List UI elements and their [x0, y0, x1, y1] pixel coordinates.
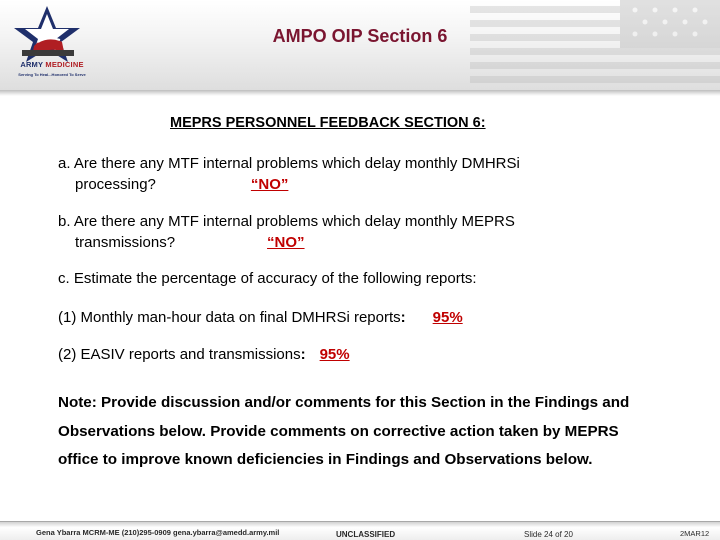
- report-1-value: 95%: [432, 309, 463, 326]
- report-2-value: 95%: [319, 346, 350, 363]
- header-shadow: [0, 90, 720, 96]
- question-a-continuation: processing? “NO”: [75, 176, 289, 193]
- question-b-continuation: transmissions? “NO”: [75, 234, 305, 251]
- army-medicine-logo: [4, 2, 90, 82]
- army-star-icon: [4, 2, 90, 62]
- question-a: [58, 153, 520, 195]
- report-1: (1) Monthly man-hour data on final DMHRSi reports: 95%: [58, 309, 463, 326]
- logo-wordmark: ARMY MEDICINE: [20, 60, 84, 69]
- question-b-answer: “NO”: [267, 234, 305, 251]
- note-paragraph: Note: Provide discussion and/or comments for this Section in the Findings and Observations below. Provide comments on corrective action taken by MEPRS office to improve known deficiencies in Findings and Observations below.: [58, 394, 630, 468]
- section-heading: MEPRS PERSONNEL FEEDBACK SECTION 6:: [170, 115, 486, 131]
- question-a-text: a. Are there any MTF internal problems which delay monthly DMHRSi: [58, 155, 520, 172]
- question-b-text: b. Are there any MTF internal problems which delay monthly MEPRS: [58, 213, 515, 230]
- logo-tagline: Serving To Heal...Honored To Serve: [18, 72, 86, 77]
- footer-classification: UNCLASSIFIED: [336, 530, 396, 539]
- slide-title: AMPO OIP Section 6: [272, 26, 448, 46]
- report-2: (2) EASIV reports and transmissions: 95%: [58, 346, 350, 363]
- footer-date: 2MAR12: [680, 529, 710, 538]
- question-b: [58, 211, 515, 253]
- question-a-answer: “NO”: [250, 176, 289, 193]
- footer-slide-number: Slide 24 of 20: [524, 530, 573, 539]
- footer-contact: Gena Ybarra MCRM-ME (210)295-0909 gena.ybarra@amedd.army.mil: [36, 528, 280, 537]
- question-c: c. Estimate the percentage of accuracy of the following reports:: [58, 270, 477, 287]
